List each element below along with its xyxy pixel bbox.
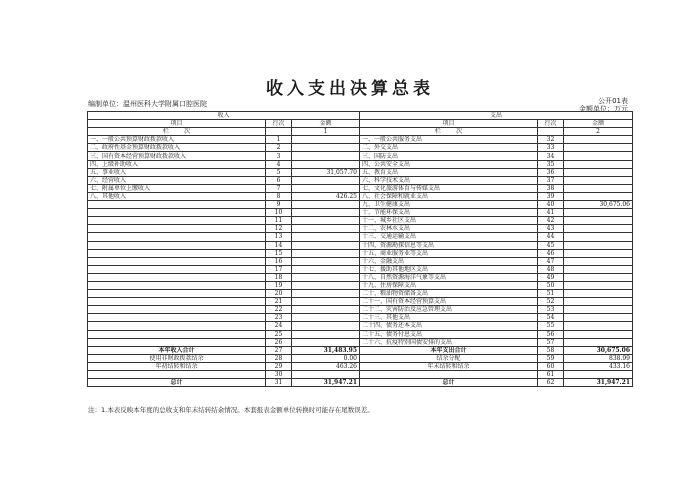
income-amount-cell	[292, 338, 360, 346]
income-amount-cell	[292, 144, 360, 152]
expense-rowno-cell: 57	[538, 338, 564, 346]
table-row	[88, 322, 633, 330]
expense-item-cell: 十七、援助其他地区支出	[360, 265, 538, 273]
table-row	[88, 298, 633, 306]
income-item-cell	[88, 201, 266, 209]
expense-amount-header: 金额	[564, 120, 633, 128]
income-item-cell	[88, 330, 266, 338]
income-rowno-cell: 25	[266, 330, 292, 338]
expense-amount-cell	[564, 225, 633, 233]
expense-amount-cell	[564, 273, 633, 281]
income-amount-cell	[292, 314, 360, 322]
expense-amount-cell	[564, 209, 633, 217]
expense-item-cell: 二十、粮油物资储备支出	[360, 290, 538, 298]
table-row	[88, 233, 633, 241]
table-header-column-numbers	[88, 128, 633, 136]
expense-rowno-cell: 50	[538, 281, 564, 289]
expense-rowno-cell: 42	[538, 217, 564, 225]
income-item-cell: 总计	[88, 379, 266, 387]
income-amount-cell	[292, 160, 360, 168]
income-rowno-header: 行次	[266, 120, 292, 128]
expense-rowno-cell: 58	[538, 346, 564, 354]
expense-item-cell: 年末结转和结余	[360, 362, 538, 370]
income-amount-cell	[292, 217, 360, 225]
income-rowno-cell: 7	[266, 184, 292, 192]
income-amount-cell: 31,057.70	[292, 168, 360, 176]
table-row	[88, 306, 633, 314]
expense-rowno-cell: 46	[538, 249, 564, 257]
income-rowno-cell: 14	[266, 241, 292, 249]
footnote: 注：1.本表反映本年度的总收支和年末结转结余情况。本套报表金额单位转换时可能存在尾数误差。	[88, 406, 374, 414]
table-row	[88, 257, 633, 265]
expense-amount-cell	[564, 152, 633, 160]
income-item-cell	[88, 273, 266, 281]
income-item-cell	[88, 281, 266, 289]
income-col-label: 栏 次	[88, 128, 266, 136]
expense-amount-cell: 30,675.06	[564, 201, 633, 209]
table-row	[88, 209, 633, 217]
table-row	[88, 314, 633, 322]
income-item-cell	[88, 241, 266, 249]
table-row	[88, 273, 633, 281]
expense-item-cell: 二十二、灾害防治及应急管理支出	[360, 306, 538, 314]
income-amount-cell	[292, 371, 360, 379]
income-amount-cell	[292, 136, 360, 144]
expense-rowno-cell: 41	[538, 209, 564, 217]
income-rowno-cell: 17	[266, 265, 292, 273]
expense-col-label: 栏 次	[360, 128, 538, 136]
expense-item-cell: 三、国防支出	[360, 152, 538, 160]
income-rowno-cell: 21	[266, 298, 292, 306]
income-amount-cell	[292, 290, 360, 298]
expense-amount-cell	[564, 290, 633, 298]
income-rowno-cell: 28	[266, 354, 292, 362]
expense-rowno-cell: 55	[538, 322, 564, 330]
table-row	[88, 136, 633, 144]
table-row	[88, 160, 633, 168]
expense-amount-cell	[564, 371, 633, 379]
expense-rowno-cell: 49	[538, 273, 564, 281]
expense-rowno-cell: 39	[538, 192, 564, 200]
table-row	[88, 241, 633, 249]
expense-rowno-cell: 36	[538, 168, 564, 176]
income-amount-cell	[292, 330, 360, 338]
expense-item-cell: 总计	[360, 379, 538, 387]
income-amount-cell: 0.00	[292, 354, 360, 362]
expense-amount-cell	[564, 257, 633, 265]
table-header-sections	[88, 112, 633, 120]
income-item-cell: 五、事业收入	[88, 168, 266, 176]
expense-rowno-cell: 34	[538, 152, 564, 160]
income-amount-cell	[292, 184, 360, 192]
expense-rowno-cell: 32	[538, 136, 564, 144]
table-row	[88, 168, 633, 176]
income-amount-cell	[292, 281, 360, 289]
expense-item-cell: 结余分配	[360, 354, 538, 362]
income-amount-cell: 463.26	[292, 362, 360, 370]
income-rowno-cell: 12	[266, 225, 292, 233]
income-rowno-cell: 2	[266, 144, 292, 152]
expense-rowno-cell: 45	[538, 241, 564, 249]
income-item-cell	[88, 338, 266, 346]
income-rowno-cell: 16	[266, 257, 292, 265]
expense-item-cell: 十九、住房保障支出	[360, 281, 538, 289]
income-rowno-cell: 15	[266, 249, 292, 257]
expense-amount-cell: 31,947.21	[564, 379, 633, 387]
table-row	[88, 338, 633, 346]
expense-amount-cell: 30,675.06	[564, 346, 633, 354]
summary-row	[88, 354, 633, 362]
expense-amount-cell	[564, 241, 633, 249]
expense-item-cell: 十二、农林水支出	[360, 225, 538, 233]
table-row	[88, 290, 633, 298]
expense-amount-cell	[564, 217, 633, 225]
expense-amount-cell	[564, 265, 633, 273]
expense-amount-cell	[564, 233, 633, 241]
reporting-unit: 编制单位：温州医科大学附属口腔医院	[88, 100, 207, 108]
income-amount-header: 金额	[292, 120, 360, 128]
expense-item-cell: 十八、自然资源海洋气象等支出	[360, 273, 538, 281]
income-rowno-cell: 13	[266, 233, 292, 241]
table-row	[88, 201, 633, 209]
income-section-header: 收入	[88, 112, 360, 120]
expense-item-cell: 一、一般公共服务支出	[360, 136, 538, 144]
expense-rowno-cell: 52	[538, 298, 564, 306]
income-amount-cell: 31,483.95	[292, 346, 360, 354]
table-row	[88, 225, 633, 233]
income-item-cell: 四、上级补助收入	[88, 160, 266, 168]
expense-item-cell: 十一、城乡社区支出	[360, 217, 538, 225]
expense-amount-cell	[564, 249, 633, 257]
income-rowno-cell: 9	[266, 201, 292, 209]
expense-item-cell: 二十三、其他支出	[360, 314, 538, 322]
income-item-cell	[88, 314, 266, 322]
income-rowno-cell: 27	[266, 346, 292, 354]
expense-rowno-cell: 37	[538, 176, 564, 184]
expense-rowno-cell: 53	[538, 306, 564, 314]
income-rowno-cell: 20	[266, 290, 292, 298]
expense-amount-cell	[564, 314, 633, 322]
table-row	[88, 152, 633, 160]
income-rowno-cell: 5	[266, 168, 292, 176]
income-item-cell: 三、国有资本经营预算财政拨款收入	[88, 152, 266, 160]
expense-amount-cell	[564, 338, 633, 346]
income-expense-table	[87, 111, 633, 387]
income-rowno-cell: 29	[266, 362, 292, 370]
expense-rowno-cell: 62	[538, 379, 564, 387]
expense-rowno-cell: 60	[538, 362, 564, 370]
summary-row	[88, 379, 633, 387]
expense-amount-cell	[564, 176, 633, 184]
income-rowno-cell: 26	[266, 338, 292, 346]
expense-item-cell: 八、社会保障和就业支出	[360, 192, 538, 200]
expense-item-cell: 九、卫生健康支出	[360, 201, 538, 209]
expense-item-cell: 十三、交通运输支出	[360, 233, 538, 241]
expense-amount-cell	[564, 168, 633, 176]
expense-rowno-cell: 61	[538, 371, 564, 379]
summary-row	[88, 346, 633, 354]
table-row	[88, 144, 633, 152]
income-amount-cell	[292, 233, 360, 241]
income-item-cell: 六、经营收入	[88, 176, 266, 184]
income-item-cell	[88, 322, 266, 330]
table-row	[88, 330, 633, 338]
expense-item-cell: 十五、商业服务业等支出	[360, 249, 538, 257]
expense-item-cell: 十、节能环保支出	[360, 209, 538, 217]
amount-unit: 金额单位：万元	[579, 105, 628, 113]
expense-rowno-cell: 40	[538, 201, 564, 209]
expense-amount-cell	[564, 136, 633, 144]
income-item-cell	[88, 209, 266, 217]
income-item-cell: 年初结转和结余	[88, 362, 266, 370]
expense-amount-cell: 433.16	[564, 362, 633, 370]
income-item-cell	[88, 371, 266, 379]
income-rowno-cell: 3	[266, 152, 292, 160]
table-row	[88, 265, 633, 273]
income-item-cell: 使用非财政拨款结余	[88, 354, 266, 362]
expense-amount-cell	[564, 298, 633, 306]
table-row	[88, 184, 633, 192]
income-item-cell	[88, 298, 266, 306]
income-amount-cell	[292, 241, 360, 249]
income-amount-cell	[292, 273, 360, 281]
income-col-number: 1	[292, 128, 360, 136]
expense-item-cell: 二十四、债务还本支出	[360, 322, 538, 330]
income-rowno-cell: 23	[266, 314, 292, 322]
expense-rowno-cell: 56	[538, 330, 564, 338]
income-amount-cell	[292, 201, 360, 209]
expense-item-cell: 七、文化旅游体育与传媒支出	[360, 184, 538, 192]
expense-rowno-cell: 38	[538, 184, 564, 192]
income-item-cell	[88, 257, 266, 265]
expense-item-cell	[360, 371, 538, 379]
income-item-cell	[88, 225, 266, 233]
table-row	[88, 217, 633, 225]
income-amount-cell	[292, 322, 360, 330]
expense-col-number: 2	[564, 128, 633, 136]
expense-rowno-cell: 59	[538, 354, 564, 362]
expense-item-cell: 五、教育支出	[360, 168, 538, 176]
expense-section-header: 支出	[360, 112, 633, 120]
expense-amount-cell	[564, 330, 633, 338]
income-rowno-cell: 11	[266, 217, 292, 225]
expense-amount-cell: 838.99	[564, 354, 633, 362]
expense-rowno-cell: 33	[538, 144, 564, 152]
income-item-cell: 七、附属单位上缴收入	[88, 184, 266, 192]
expense-amount-cell	[564, 192, 633, 200]
income-amount-cell: 31,947.21	[292, 379, 360, 387]
table-row	[88, 192, 633, 200]
page-title: 收入支出决算总表	[266, 79, 434, 99]
expense-rowno-cell: 35	[538, 160, 564, 168]
income-item-cell: 八、其他收入	[88, 192, 266, 200]
expense-amount-cell	[564, 184, 633, 192]
expense-rowno-cell: 47	[538, 257, 564, 265]
income-rowno-cell: 22	[266, 306, 292, 314]
income-rowno-cell: 1	[266, 136, 292, 144]
income-amount-cell	[292, 257, 360, 265]
income-amount-cell	[292, 265, 360, 273]
expense-item-cell: 十四、资源勘探信息等支出	[360, 241, 538, 249]
table-header-columns	[88, 120, 633, 128]
expense-rowno-header: 行次	[538, 120, 564, 128]
income-rowno-cell: 18	[266, 273, 292, 281]
income-amount-cell: 426.25	[292, 192, 360, 200]
income-amount-cell	[292, 249, 360, 257]
expense-rowno-cell: 44	[538, 233, 564, 241]
expense-item-cell: 本年支出合计	[360, 346, 538, 354]
income-item-cell	[88, 233, 266, 241]
summary-row	[88, 371, 633, 379]
income-amount-cell	[292, 225, 360, 233]
income-rowno-cell: 8	[266, 192, 292, 200]
expense-rowno-cell: 51	[538, 290, 564, 298]
expense-item-header: 项目	[360, 120, 538, 128]
income-amount-cell	[292, 176, 360, 184]
income-rowno-cell: 6	[266, 176, 292, 184]
expense-amount-cell	[564, 144, 633, 152]
expense-item-cell: 十六、金融支出	[360, 257, 538, 265]
income-item-cell	[88, 217, 266, 225]
expense-item-cell: 二、外交支出	[360, 144, 538, 152]
income-item-cell	[88, 290, 266, 298]
income-rowno-cell: 10	[266, 209, 292, 217]
expense-item-cell: 二十六、抗疫特别国债安排的支出	[360, 338, 538, 346]
income-item-header: 项目	[88, 120, 266, 128]
income-amount-cell	[292, 306, 360, 314]
expense-amount-cell	[564, 281, 633, 289]
expense-item-cell: 六、科学技术支出	[360, 176, 538, 184]
form-code: 公开01表	[598, 97, 628, 105]
expense-item-cell: 二十五、债务付息支出	[360, 330, 538, 338]
income-rowno-cell: 30	[266, 371, 292, 379]
income-amount-cell	[292, 152, 360, 160]
income-rowno-cell: 31	[266, 379, 292, 387]
summary-row	[88, 362, 633, 370]
table-row	[88, 176, 633, 184]
expense-rowno-cell: 43	[538, 225, 564, 233]
table-row	[88, 281, 633, 289]
expense-item-cell: 四、公共安全支出	[360, 160, 538, 168]
income-rowno-cell: 19	[266, 281, 292, 289]
table-row	[88, 249, 633, 257]
expense-amount-cell	[564, 322, 633, 330]
income-item-cell	[88, 265, 266, 273]
income-item-cell	[88, 249, 266, 257]
expense-item-cell: 二十一、国有资本经营预算支出	[360, 298, 538, 306]
income-item-cell	[88, 306, 266, 314]
expense-rowno-cell: 48	[538, 265, 564, 273]
income-amount-cell	[292, 298, 360, 306]
income-item-cell: 一、一般公共预算财政拨款收入	[88, 136, 266, 144]
expense-amount-cell	[564, 306, 633, 314]
income-item-cell: 本年收入合计	[88, 346, 266, 354]
income-rowno-cell: 4	[266, 160, 292, 168]
income-rowno-cell: 24	[266, 322, 292, 330]
income-amount-cell	[292, 209, 360, 217]
expense-amount-cell	[564, 160, 633, 168]
income-item-cell: 二、政府性基金预算财政拨款收入	[88, 144, 266, 152]
expense-rowno-cell: 54	[538, 314, 564, 322]
